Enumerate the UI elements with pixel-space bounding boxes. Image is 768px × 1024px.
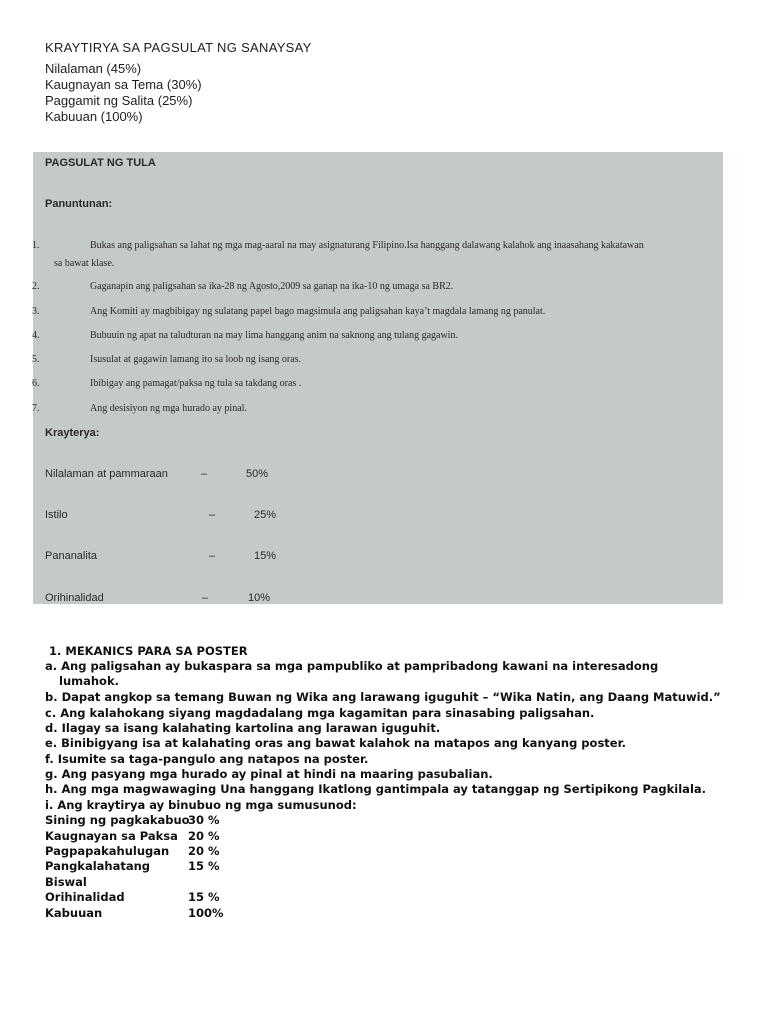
rule-number: 3. (32, 306, 40, 317)
essay-criteria-list (45, 61, 202, 125)
rule-text: Gaganapin ang paligsahan sa ika-28 ng Agosto,2009 sa ganap na ika-10 ng umaga sa BR2. (90, 281, 454, 292)
rule-text: Ang Komiti ay magbibigay ng sulatang papel bago magsimula ang paligsahan kaya’t magdala lamang ng panulat. (90, 306, 546, 317)
essay-criterion: Kabuuan (100%) (45, 109, 143, 124)
criterion-value: 50% (246, 468, 269, 480)
poster-score-value: 30 % (188, 813, 220, 827)
essay-title: KRAYTIRYA SA PAGSULAT NG SANAYSAY (45, 40, 312, 55)
rule-number: 6. (32, 378, 40, 389)
rule-number: 7. (32, 403, 40, 414)
criterion-name: Nilalaman at pammaraan (45, 468, 168, 480)
poem-title: PAGSULAT NG TULA (45, 157, 156, 169)
poster-title: 1. MEKANICS PARA SA POSTER (49, 644, 248, 658)
criterion-value: 10% (248, 592, 271, 604)
rule-number: 4. (32, 330, 40, 341)
poster-score-name: Pangkalahatang (45, 859, 151, 873)
rule-number: 5. (32, 354, 40, 365)
rule-text: Ibibigay ang pamagat/paksa ng tula sa takdang oras . (90, 378, 302, 389)
poster-score-value: 100% (188, 906, 224, 920)
poster-score-name: Pagpapakahulugan (45, 844, 170, 858)
rule-text: Ang desisiyon ng mga hurado ay pinal. (90, 403, 247, 414)
poster-score-value: 20 % (188, 829, 220, 843)
criterion-value: 15% (254, 550, 277, 562)
poem-criteria-heading: Krayterya: (45, 427, 100, 439)
rule-text: Isusulat at gagawin lamang ito sa loob ng isang oras. (90, 354, 302, 365)
rules-heading: Panuntunan: (45, 198, 113, 210)
essay-criterion: Kaugnayan sa Tema (30%) (45, 77, 202, 92)
poster-rule: c. Ang kalahokang siyang magdadalang mga kagamitan para sinasabing paligsahan. (45, 706, 595, 720)
criterion-name: Orihinalidad (45, 592, 104, 604)
poster-rule: d. Ilagay sa isang kalahating kartolina ang larawan iguguhit. (45, 721, 441, 735)
poster-score-name: Kabuuan (45, 906, 103, 920)
poster-score-name: Orihinalidad (45, 890, 125, 904)
poster-rule: e. Binibigyang isa at kalahating oras ang bawat kalahok na matapos ang kanyang poster. (45, 736, 626, 750)
rule-number: 2. (32, 281, 40, 292)
poster-score-name: Biswal (45, 875, 87, 889)
poster-rule: b. Dapat angkop sa temang Buwan ng Wika ang larawang iguguhit – “Wika Natin, ang Daang Matuwid.” (45, 690, 721, 704)
rule-text-continued: sa bawat klase. (54, 258, 115, 269)
criterion-name: Pananalita (45, 550, 97, 562)
poster-score-name: Kaugnayan sa Paksa (45, 829, 178, 843)
rule-number: 1. (32, 240, 40, 251)
criterion-dash: – (209, 550, 216, 562)
poster-rule: h. Ang mga magwawaging Una hanggang Ikatlong gantimpala ay tatanggap ng Sertipikong Pagkilala. (45, 782, 707, 796)
essay-criterion: Nilalaman (45%) (45, 61, 142, 76)
criterion-dash: – (209, 509, 216, 521)
poster-rule: g. Ang pasyang mga hurado ay pinal at hindi na maaring pasubalian. (45, 767, 493, 781)
poster-score-value: 15 % (188, 890, 220, 904)
criterion-dash: – (202, 592, 209, 604)
essay-criterion: Paggamit ng Salita (25%) (45, 93, 193, 108)
poster-score-name: Sining ng pagkakabuo (45, 813, 190, 827)
poster-rule: i. Ang kraytirya ay binubuo ng mga sumusunod: (45, 798, 357, 812)
poster-rule-continued: lumahok. (59, 674, 119, 688)
rule-text: Bukas ang paligsahan sa lahat ng mga mag-aaral na may asignaturang Filipino.Isa hanggang dalawang kalahok ang inaasahang kakatawan (90, 240, 644, 251)
poster-rule: f. Isumite sa taga-pangulo ang natapos na poster. (45, 752, 369, 766)
poster-score-value: 20 % (188, 844, 220, 858)
poster-rule: a. Ang paligsahan ay bukaspara sa mga pampubliko at pampribadong kawani na interesadong (45, 659, 659, 673)
criterion-dash: – (201, 468, 208, 480)
poster-score-value: 15 % (188, 859, 220, 873)
criterion-name: Istilo (45, 509, 68, 521)
criterion-value: 25% (254, 509, 277, 521)
rule-text: Bubuuin ng apat na taludturan na may lima hanggang anim na saknong ang tulang gagawin. (90, 330, 458, 341)
